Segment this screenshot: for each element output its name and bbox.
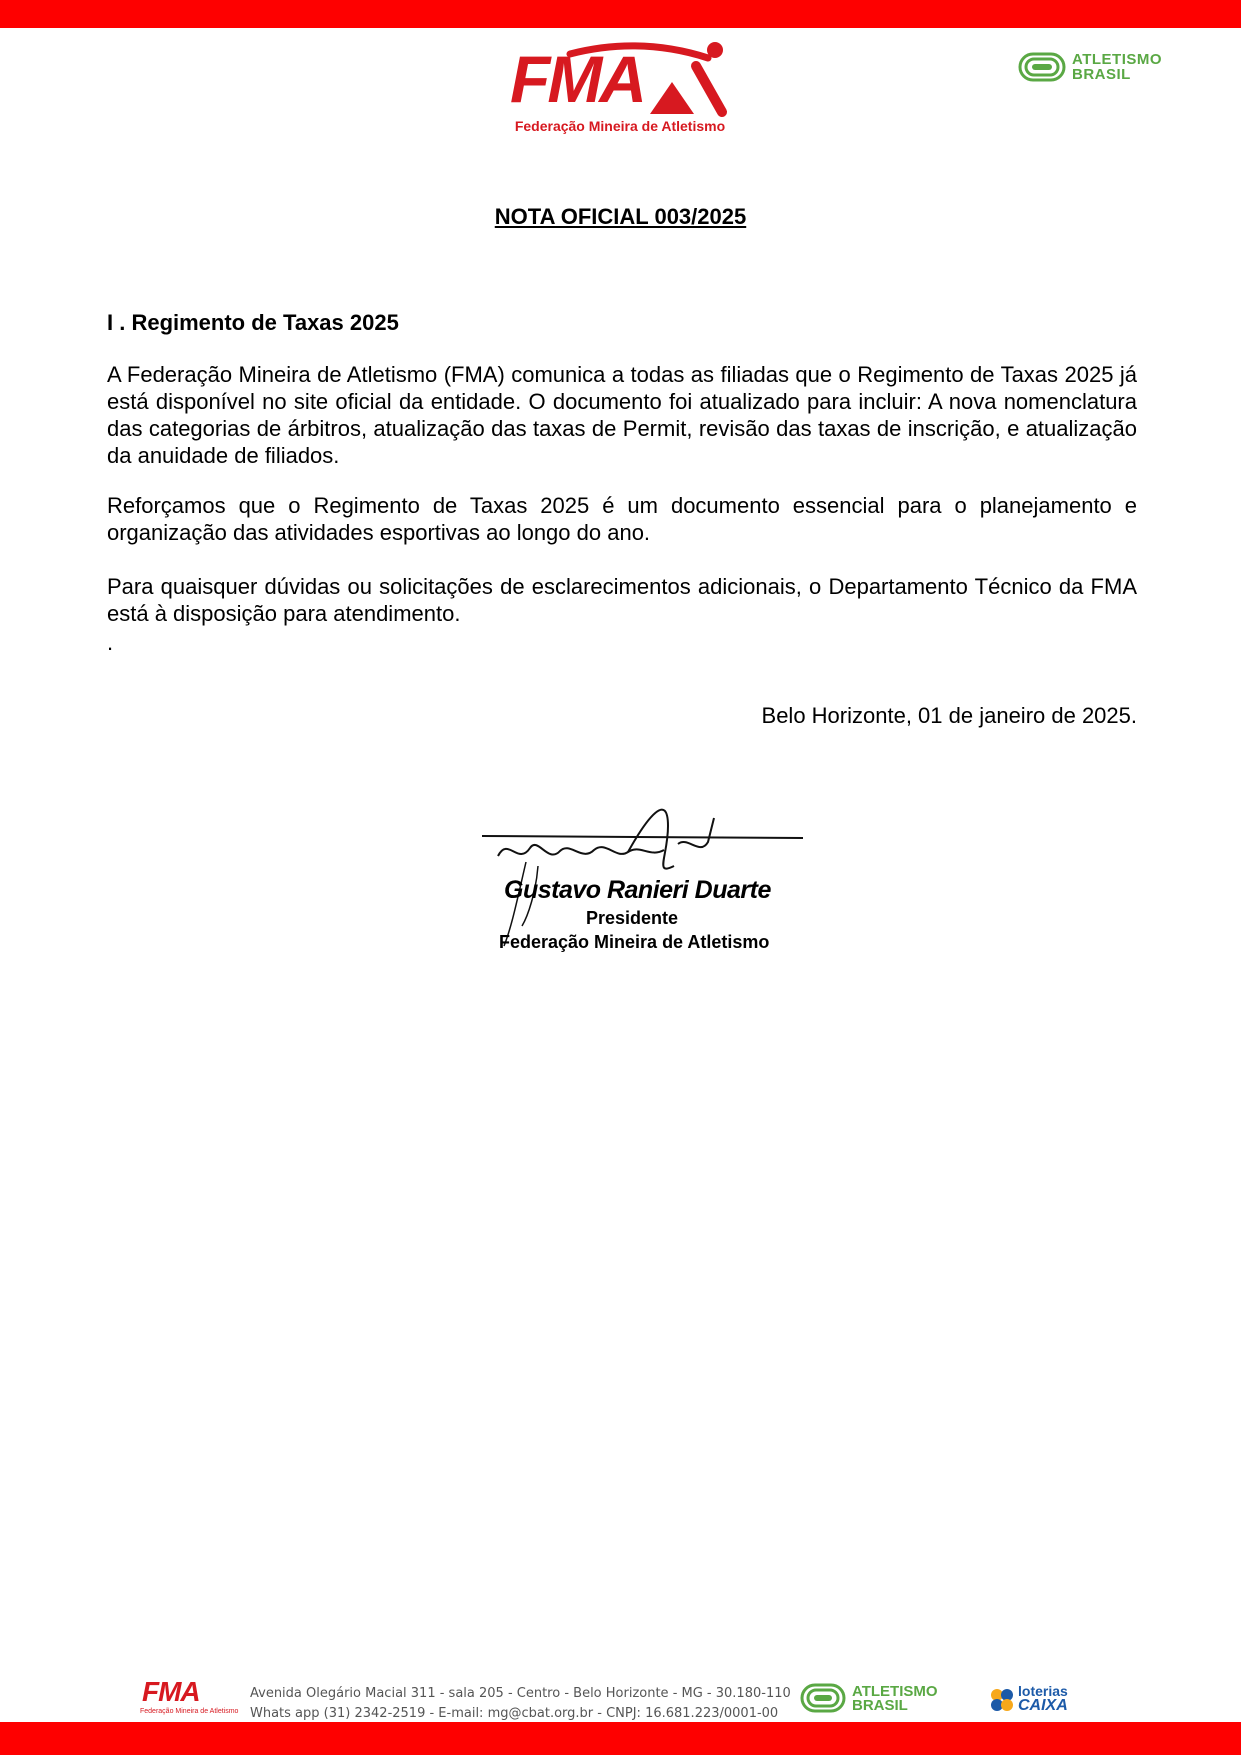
footer-atletismo-brasil-logo	[800, 1683, 970, 1715]
fma-logo	[500, 36, 740, 142]
footer-fma-caption: Federação Mineira de Atletismo	[140, 1708, 239, 1715]
signatory-name: Gustavo Ranieri Duarte	[504, 876, 771, 904]
footer-fma-logo	[140, 1676, 239, 1718]
footer-address-line1: Avenida Olegário Macial 311 - sala 205 - Centro - Belo Horizonte - MG - 30.180-110	[250, 1686, 791, 1701]
footer-fma-letters: FMA	[142, 1676, 200, 1707]
footer-atletismo-line1: ATLETISMO	[852, 1683, 938, 1700]
signatory-role: Presidente	[586, 908, 679, 928]
atletismo-brasil-logo	[1018, 50, 1196, 84]
trailing-dot: .	[107, 630, 114, 655]
section-heading: I . Regimento de Taxas 2025	[107, 310, 399, 335]
loterias-text: loterias	[1018, 1683, 1068, 1699]
signature-block	[478, 796, 818, 956]
signatory-organization: Federação Mineira de Atletismo	[499, 932, 770, 952]
loterias-clover-icon	[988, 1686, 1016, 1714]
fma-logo-caption: Federação Mineira de Atletismo	[514, 118, 726, 134]
atletismo-brasil-line2: BRASIL	[1072, 66, 1131, 83]
document-title: NOTA OFICIAL 003/2025	[494, 204, 747, 229]
fma-logo-letters: FMA	[510, 42, 644, 116]
paragraph-2: Reforçamos que o Regimento de Taxas 2025 é um documento essencial para o planejamento e organização das atividades esportivas ao longo do ano.	[107, 493, 1137, 545]
bottom-red-bar	[0, 1722, 1241, 1755]
footer-address	[250, 1684, 791, 1724]
footer-loterias-caixa-logo	[988, 1683, 1088, 1717]
footer-address-line2: Whats app (31) 2342-2519 - E-mail: mg@cbat.org.br - CNPJ: 16.681.223/0001-00	[250, 1706, 779, 1721]
caixa-text: CAIXA	[1018, 1697, 1068, 1714]
top-red-bar	[0, 0, 1241, 28]
paragraph-3: Para quaisquer dúvidas ou solicitações de esclarecimentos adicionais, o Departamento Técnico da FMA está à disposição para atendimento.	[107, 574, 1137, 626]
footer-atletismo-line2: BRASIL	[852, 1697, 908, 1714]
paragraph-1: A Federação Mineira de Atletismo (FMA) comunica a todas as filiadas que o Regimento de Taxas 2025 já está disponível no site oficial da entidade. O documento foi atualizado para incluir: A nova nomenclatura das categorias de árbitros, atualização das taxas de Permit, revisão das taxas de inscrição, e atualização da anuidade de filiados.	[107, 362, 1137, 468]
track-oval-icon	[1018, 52, 1066, 82]
atletismo-brasil-line1: ATLETISMO	[1072, 51, 1163, 68]
place-date: Belo Horizonte, 01 de janeiro de 2025.	[761, 703, 1137, 728]
footer-track-oval-icon	[800, 1683, 846, 1713]
